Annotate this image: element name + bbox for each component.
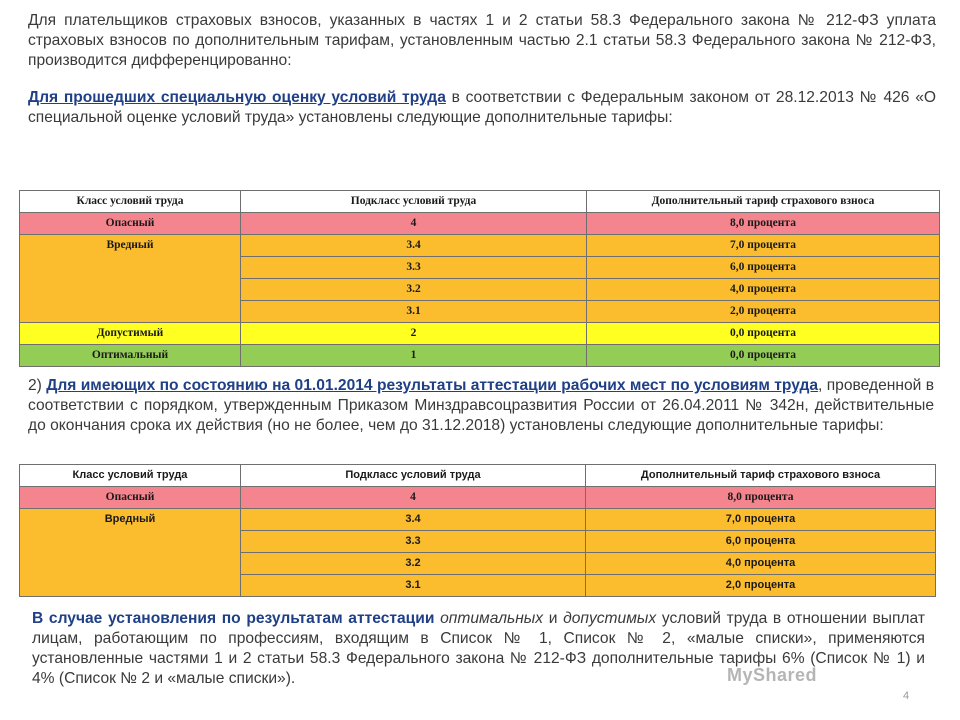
conclusion-text: условий труда в отношении выплат лицам, работающим по профессиям, входящим в Список № 1, Список № 2, «малые списки», применяются установленные частями 1 и 2 статьи 58.3 Федерального закона № 212-ФЗ дополнительные тарифы 6% (Список № 1) и 4% (Список № 2 и «малые списки»). xyxy=(32,610,925,687)
page-number: 4 xyxy=(903,690,910,702)
tariff-table-special-assessment xyxy=(19,190,940,367)
subclass-cell: 3.1 xyxy=(241,575,586,597)
tariff-cell: 0,0 процента xyxy=(587,323,940,345)
intro-paragraph: Для плательщиков страховых взносов, указанных в частях 1 и 2 статьи 58.3 Федерального закона № 212-ФЗ уплата страховых взносов по дополнительным тарифам, установленным частью 2.1 статьи 58.3 Федерального закона № 212-ФЗ, производится дифференцированно: xyxy=(28,12,936,69)
table-row xyxy=(20,487,936,509)
header-subclass: Подкласс условий труда xyxy=(241,465,586,487)
special-assessment-paragraph xyxy=(28,88,936,128)
tariff-cell: 8,0 процента xyxy=(586,487,936,509)
subclass-cell: 4 xyxy=(241,487,586,509)
subclass-cell: 3.2 xyxy=(241,553,586,575)
special-assessment-heading: Для прошедших специальную оценку условий труда xyxy=(28,89,446,106)
class-cell: Опасный xyxy=(20,213,241,235)
subclass-cell: 2 xyxy=(241,323,587,345)
class-cell: Вредный xyxy=(20,509,241,597)
acceptable-word: допустимых xyxy=(563,610,657,627)
tariff-cell: 2,0 процента xyxy=(586,575,936,597)
subclass-cell: 3.4 xyxy=(241,235,587,257)
header-subclass: Подкласс условий труда xyxy=(241,191,587,213)
table-header-row xyxy=(20,465,936,487)
attestation-heading: Для имеющих по состоянию на 01.01.2014 результаты аттестации рабочих мест по условиям труда xyxy=(46,377,819,394)
tariff-cell: 6,0 процента xyxy=(586,531,936,553)
subclass-cell: 3.3 xyxy=(241,257,587,279)
subclass-cell: 1 xyxy=(241,345,587,367)
table-row xyxy=(20,235,940,257)
subclass-cell: 3.1 xyxy=(241,301,587,323)
header-tariff: Дополнительный тариф страхового взноса xyxy=(587,191,940,213)
subclass-cell: 3.3 xyxy=(241,531,586,553)
attestation-number: 2) xyxy=(28,377,47,394)
subclass-cell: 3.4 xyxy=(241,509,586,531)
table-row xyxy=(20,323,940,345)
tariff-cell: 2,0 процента xyxy=(587,301,940,323)
tariff-cell: 7,0 процента xyxy=(586,509,936,531)
special-assessment-text: в соответствии с Федеральным законом от 28.12.2013 № 426 «О специальной оценке условий труда» установлены следующие дополнительные тарифы: xyxy=(28,89,936,126)
and-word: и xyxy=(543,610,564,627)
class-cell: Вредный xyxy=(20,235,241,323)
tariff-cell: 7,0 процента xyxy=(587,235,940,257)
header-class: Класс условий труда xyxy=(20,191,241,213)
tariff-cell: 4,0 процента xyxy=(586,553,936,575)
table-header-row xyxy=(20,191,940,213)
subclass-cell: 3.2 xyxy=(241,279,587,301)
class-cell: Оптимальный xyxy=(20,345,241,367)
table-row xyxy=(20,213,940,235)
tariff-table-attestation xyxy=(19,464,936,597)
table-row xyxy=(20,345,940,367)
subclass-cell: 4 xyxy=(241,213,587,235)
attestation-paragraph xyxy=(28,376,934,436)
header-class: Класс условий труда xyxy=(20,465,241,487)
class-cell: Допустимый xyxy=(20,323,241,345)
tariff-cell: 6,0 процента xyxy=(587,257,940,279)
watermark-logo: MyShared xyxy=(727,665,818,685)
table-row xyxy=(20,509,936,531)
class-cell: Опасный xyxy=(20,487,241,509)
conclusion-lead: В случае установления по результатам аттестации xyxy=(32,610,435,627)
header-tariff: Дополнительный тариф страхового взноса xyxy=(586,465,936,487)
tariff-cell: 8,0 процента xyxy=(587,213,940,235)
tariff-cell: 0,0 процента xyxy=(587,345,940,367)
tariff-cell: 4,0 процента xyxy=(587,279,940,301)
optimal-word: оптимальных xyxy=(440,610,544,627)
attestation-text: , проведенной в соответствии с порядком, утвержденным Приказом Минздравсоцразвития России от 26.04.2011 № 342н, действительные до окончания срока их действия (но не более, чем до 31.12.2018) установлены следующие дополнительные тарифы: xyxy=(28,377,934,434)
